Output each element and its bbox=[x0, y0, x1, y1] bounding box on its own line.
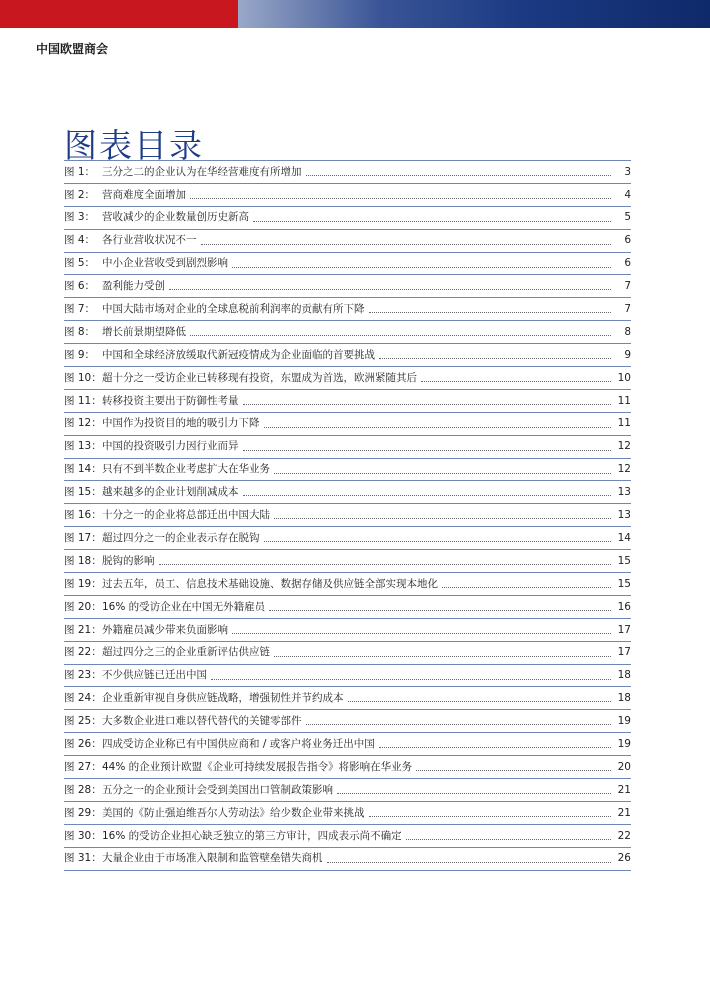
toc-figure-number: 图 20： bbox=[64, 600, 102, 613]
toc-dot-leader bbox=[264, 540, 612, 542]
toc-dot-leader bbox=[243, 494, 612, 496]
toc-entry[interactable] bbox=[64, 710, 631, 733]
toc-figure-title: 中国和全球经济放缓取代新冠疫情成为企业面临的首要挑战 bbox=[102, 348, 375, 361]
toc-dot-leader bbox=[169, 288, 611, 290]
toc-figure-title: 不少供应链已迁出中国 bbox=[102, 669, 207, 682]
toc-page-number: 18 bbox=[617, 669, 631, 682]
toc-figure-title: 增长前景期望降低 bbox=[102, 325, 186, 338]
toc-page-number: 7 bbox=[624, 303, 631, 316]
toc-figure-title: 十分之一的企业将总部迁出中国大陆 bbox=[102, 509, 270, 522]
toc-figure-title: 营收减少的企业数量创历史新高 bbox=[102, 211, 249, 224]
toc-page-number: 17 bbox=[617, 623, 631, 636]
toc-figure-number: 图 3： bbox=[64, 211, 96, 224]
toc-figure-number: 图 16： bbox=[64, 509, 102, 522]
toc-page-number: 3 bbox=[624, 165, 631, 178]
header-bar-red bbox=[0, 0, 238, 28]
toc-figure-title: 企业重新审视自身供应链战略，增强韧性并节约成本 bbox=[102, 692, 344, 705]
toc-figure-title: 16% 的受访企业担心缺乏独立的第三方审计，四成表示尚不确定 bbox=[102, 829, 402, 842]
page-title: 图表目录 bbox=[64, 126, 204, 165]
toc-dot-leader bbox=[190, 334, 611, 336]
toc-figure-number: 图 31： bbox=[64, 852, 102, 865]
toc-entry[interactable] bbox=[64, 733, 631, 756]
toc-page-number: 17 bbox=[617, 646, 631, 659]
toc-page-number: 16 bbox=[617, 600, 631, 613]
toc-entry[interactable] bbox=[64, 756, 631, 779]
toc-figure-number: 图 13： bbox=[64, 440, 102, 453]
toc-figure-title: 过去五年，员工、信息技术基础设施、数据存储及供应链全部实现本地化 bbox=[102, 577, 438, 590]
brand-name: 中国欧盟商会 bbox=[36, 42, 109, 56]
toc-page-number: 7 bbox=[624, 280, 631, 293]
toc-page-number: 5 bbox=[624, 211, 631, 224]
toc-figure-number: 图 22： bbox=[64, 646, 102, 659]
toc-dot-leader bbox=[232, 632, 611, 634]
toc-dot-leader bbox=[406, 838, 611, 840]
toc-figure-title: 中国大陆市场对企业的全球息税前利润率的贡献有所下降 bbox=[102, 303, 365, 316]
toc-figure-title: 美国的《防止强迫维吾尔人劳动法》给少数企业带来挑战 bbox=[102, 806, 365, 819]
toc-figure-number: 图 29： bbox=[64, 806, 102, 819]
toc-page-number: 20 bbox=[617, 760, 631, 773]
toc-dot-leader bbox=[232, 266, 611, 268]
toc-figure-number: 图 1： bbox=[64, 165, 96, 178]
toc-figure-number: 图 10： bbox=[64, 371, 102, 384]
toc-dot-leader bbox=[379, 746, 611, 748]
toc-dot-leader bbox=[348, 700, 612, 702]
toc-entry[interactable] bbox=[64, 687, 631, 710]
toc-figure-title: 脱钩的影响 bbox=[102, 554, 155, 567]
toc-figure-title: 转移投资主要出于防御性考量 bbox=[102, 394, 239, 407]
toc-entry[interactable] bbox=[64, 527, 631, 550]
toc-figure-number: 图 26： bbox=[64, 737, 102, 750]
toc-entry[interactable] bbox=[64, 298, 631, 321]
toc-figure-number: 图 11： bbox=[64, 394, 102, 407]
toc-page-number: 4 bbox=[624, 188, 631, 201]
toc-page-number: 21 bbox=[617, 806, 631, 819]
toc-figure-number: 图 30： bbox=[64, 829, 102, 842]
toc-figure-title: 中小企业营收受到剧烈影响 bbox=[102, 257, 228, 270]
toc-figure-title: 44% 的企业预计欧盟《企业可持续发展报告指令》将影响在华业务 bbox=[102, 760, 413, 773]
toc-entry[interactable] bbox=[64, 344, 631, 367]
toc-page-number: 22 bbox=[617, 829, 631, 842]
toc-figure-number: 图 25： bbox=[64, 715, 102, 728]
toc-page-number: 18 bbox=[617, 692, 631, 705]
toc-figure-number: 图 12： bbox=[64, 417, 102, 430]
toc-entry[interactable] bbox=[64, 161, 631, 184]
toc-dot-leader bbox=[201, 243, 612, 245]
toc-entry[interactable] bbox=[64, 436, 631, 459]
toc-page-number: 13 bbox=[617, 486, 631, 499]
toc-figure-title: 大量企业由于市场准入限制和监管壁垒错失商机 bbox=[102, 852, 323, 865]
toc-entry[interactable] bbox=[64, 367, 631, 390]
toc-dot-leader bbox=[379, 357, 611, 359]
toc-entry[interactable] bbox=[64, 481, 631, 504]
toc-entry[interactable] bbox=[64, 459, 631, 482]
toc-entry[interactable] bbox=[64, 779, 631, 802]
toc-entry[interactable] bbox=[64, 596, 631, 619]
toc-dot-leader bbox=[274, 472, 611, 474]
toc-entry[interactable] bbox=[64, 230, 631, 253]
toc-figure-number: 图 9： bbox=[64, 348, 96, 361]
toc-page-number: 21 bbox=[617, 783, 631, 796]
toc-entry[interactable] bbox=[64, 550, 631, 573]
toc-dot-leader bbox=[253, 220, 611, 222]
toc-entry[interactable] bbox=[64, 619, 631, 642]
toc-dot-leader bbox=[369, 311, 612, 313]
toc-dot-leader bbox=[442, 586, 611, 588]
toc-dot-leader bbox=[337, 792, 611, 794]
toc-page-number: 8 bbox=[624, 325, 631, 338]
toc-entry[interactable] bbox=[64, 504, 631, 527]
toc-entry[interactable] bbox=[64, 802, 631, 825]
toc-entry[interactable] bbox=[64, 573, 631, 596]
toc-figure-title: 中国作为投资目的地的吸引力下降 bbox=[102, 417, 260, 430]
toc-page-number: 11 bbox=[617, 394, 631, 407]
toc-figure-title: 中国的投资吸引力因行业而异 bbox=[102, 440, 239, 453]
toc-dot-leader bbox=[264, 426, 612, 428]
toc-page-number: 6 bbox=[624, 257, 631, 270]
toc-figure-number: 图 4： bbox=[64, 234, 96, 247]
toc-dot-leader bbox=[269, 609, 611, 611]
toc-dot-leader bbox=[421, 380, 611, 382]
toc-page-number: 15 bbox=[617, 577, 631, 590]
toc-dot-leader bbox=[211, 678, 611, 680]
toc-figure-title: 盈利能力受创 bbox=[102, 280, 165, 293]
toc-entry[interactable] bbox=[64, 848, 631, 871]
toc-entry[interactable] bbox=[64, 665, 631, 688]
toc-figure-title: 16% 的受访企业在中国无外籍雇员 bbox=[102, 600, 266, 613]
toc-entry[interactable] bbox=[64, 413, 631, 436]
toc-dot-leader bbox=[190, 197, 611, 199]
toc-figure-number: 图 23： bbox=[64, 669, 102, 682]
toc-page-number: 19 bbox=[617, 715, 631, 728]
toc-page-number: 12 bbox=[617, 463, 631, 476]
toc-figure-number: 图 24： bbox=[64, 692, 102, 705]
toc-page-number: 9 bbox=[624, 348, 631, 361]
toc-entry[interactable] bbox=[64, 207, 631, 230]
toc-dot-leader bbox=[159, 563, 612, 565]
toc-figure-number: 图 18： bbox=[64, 554, 102, 567]
toc-figure-number: 图 19： bbox=[64, 577, 102, 590]
toc-figure-number: 图 2： bbox=[64, 188, 96, 201]
toc-page-number: 6 bbox=[624, 234, 631, 247]
toc-page-number: 15 bbox=[617, 554, 631, 567]
toc-entry[interactable] bbox=[64, 642, 631, 665]
toc-page-number: 19 bbox=[617, 737, 631, 750]
toc-figure-title: 五分之一的企业预计会受到美国出口管制政策影响 bbox=[102, 783, 333, 796]
toc-figure-title: 超过四分之三的企业重新评估供应链 bbox=[102, 646, 270, 659]
toc-entry[interactable] bbox=[64, 825, 631, 848]
toc-figure-title: 只有不到半数企业考虑扩大在华业务 bbox=[102, 463, 270, 476]
toc-dot-leader bbox=[416, 769, 611, 771]
toc-dot-leader bbox=[274, 517, 611, 519]
toc-dot-leader bbox=[243, 403, 612, 405]
header-color-bar bbox=[0, 0, 710, 28]
toc-page-number: 14 bbox=[617, 531, 631, 544]
toc-dot-leader bbox=[274, 655, 611, 657]
toc-figure-title: 三分之二的企业认为在华经营难度有所增加 bbox=[102, 165, 302, 178]
toc-entry[interactable] bbox=[64, 390, 631, 413]
toc-entry[interactable] bbox=[64, 275, 631, 298]
toc-figure-number: 图 6： bbox=[64, 280, 96, 293]
toc-dot-leader bbox=[306, 174, 612, 176]
toc-figure-number: 图 7： bbox=[64, 303, 96, 316]
toc-figure-number: 图 5： bbox=[64, 257, 96, 270]
toc-figure-title: 超过四分之一的企业表示存在脱钩 bbox=[102, 531, 260, 544]
toc-page-number: 10 bbox=[617, 371, 631, 384]
toc-figure-number: 图 27： bbox=[64, 760, 102, 773]
toc-figure-title: 超十分之一受访企业已转移现有投资，东盟成为首选，欧洲紧随其后 bbox=[102, 371, 417, 384]
toc-dot-leader bbox=[306, 723, 612, 725]
header-bar-blue bbox=[238, 0, 710, 28]
toc-page-number: 12 bbox=[617, 440, 631, 453]
toc-dot-leader bbox=[243, 449, 612, 451]
toc-figure-number: 图 8： bbox=[64, 325, 96, 338]
toc-figure-number: 图 21： bbox=[64, 623, 102, 636]
toc-figure-title: 大多数企业进口难以替代替代的关键零部件 bbox=[102, 715, 302, 728]
toc-figure-number: 图 14： bbox=[64, 463, 102, 476]
toc-figure-number: 图 17： bbox=[64, 531, 102, 544]
toc-figure-number: 图 28： bbox=[64, 783, 102, 796]
toc-page-number: 26 bbox=[617, 852, 631, 865]
toc-figure-title: 越来越多的企业计划削减成本 bbox=[102, 486, 239, 499]
toc-figure-title: 各行业营收状况不一 bbox=[102, 234, 197, 247]
toc-figure-title: 四成受访企业称已有中国供应商和 / 或客户将业务迁出中国 bbox=[102, 737, 375, 750]
toc-dot-leader bbox=[369, 815, 612, 817]
table-of-figures bbox=[64, 160, 631, 871]
toc-entry[interactable] bbox=[64, 253, 631, 276]
toc-page-number: 13 bbox=[617, 509, 631, 522]
toc-figure-title: 外籍雇员减少带来负面影响 bbox=[102, 623, 228, 636]
toc-page-number: 11 bbox=[617, 417, 631, 430]
toc-figure-number: 图 15： bbox=[64, 486, 102, 499]
toc-entry[interactable] bbox=[64, 321, 631, 344]
toc-entry[interactable] bbox=[64, 184, 631, 207]
toc-dot-leader bbox=[327, 861, 612, 863]
toc-figure-title: 营商难度全面增加 bbox=[102, 188, 186, 201]
